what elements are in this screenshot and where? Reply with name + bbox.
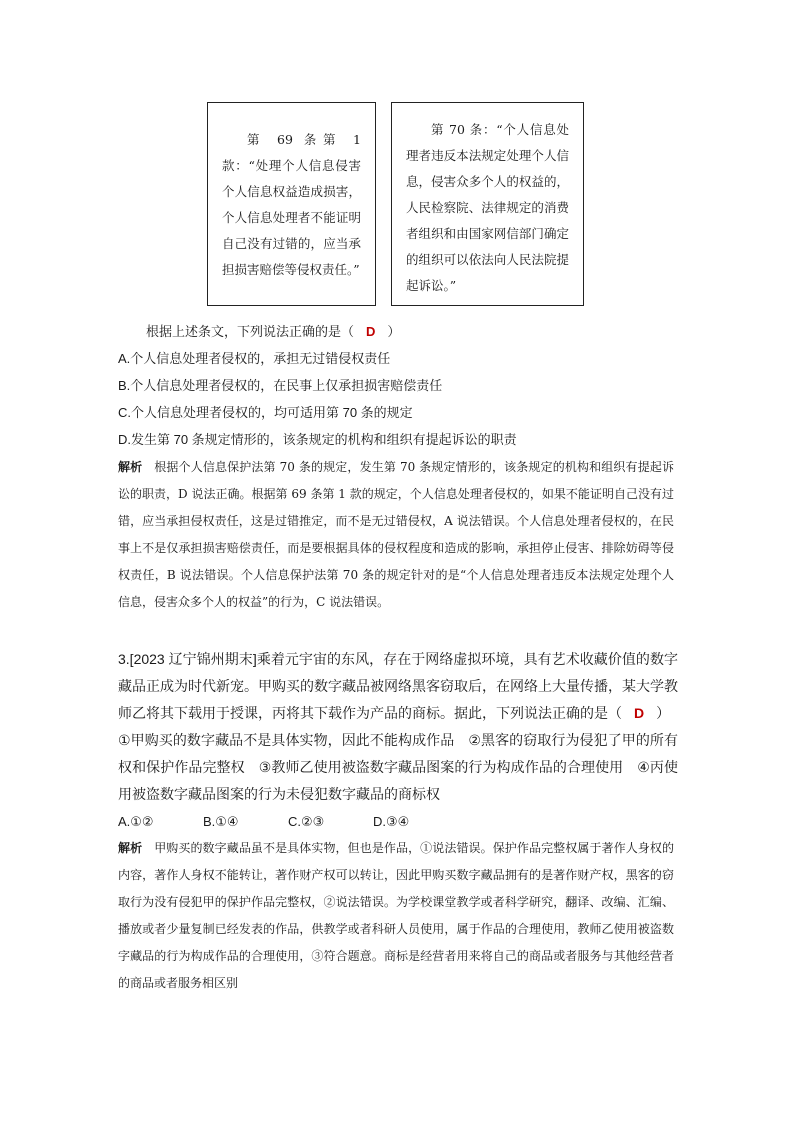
question-2-stem: 根据上述条文，下列说法正确的是（ D ） [146,324,401,339]
answer-letter: D [634,705,645,721]
question-3-statements: ①甲购买的数字藏品不是具体实物，因此不能构成作品 ②黑客的窃取行为侵犯了甲的所有权和保护作品完整权 ③教师乙使用被盗数字藏品图案的行为构成作品的合理使用 ④丙使用被盗数字藏品图案的行为未侵犯数字藏品的商标权 [118,732,678,802]
explanation-label: 解析 [118,841,143,855]
option-b: B.①④ [203,814,239,829]
option-b: B.个人信息处理者侵权的，在民事上仅承担损害赔偿责任 [118,378,443,393]
question-3-stem: 3.[2023 辽宁锦州期末]乘着元宇宙的东风，存在于网络虚拟环境，具有艺术收藏价值的数字藏品正成为时代新宠。甲购买的数字藏品被网络黑客窃取后，在网络上大量传播，某大学教师乙将其下载用于授课，丙将其下载作为产品的商标。据此，下列说法正确的是（ D ） [118,651,678,721]
explanation-label: 解析 [118,460,143,474]
article-69-text: 第 69 条第 1 款：“处理个人信息侵害个人信息权益造成损害，个人信息处理者不能证明自己没有过错的，应当承担损害赔偿等侵权责任。” [222,132,361,277]
question-2-explanation: 解析 根据个人信息保护法第 70 条的规定，发生第 70 条规定情形的，该条规定的机构和组织有提起诉讼的职责，D 说法正确。根据第 69 条第 1 款的规定，个人信息处理者侵权的，如果不能证明自己没有过错，应当承担侵权责任，这是过错推定，而不是无过错侵权，A 说法错误。个人信息处理者侵权的，在民事上不是仅承担损害赔偿责任，而是要根据具体的侵权程度和造成的影响，承担停止侵害、排除妨碍等侵权责任，B 说法错误。个人信息保护法第 70 条的规定针对的是“个人信息处理者违反本法规定处理个人信息，侵害众多个人的权益”的行为，C 说法错误。 [118,460,674,609]
article-70-text: 第 70 条：“个人信息处理者违反本法规定处理个人信息，侵害众多个人的权益的，人民检察院、法律规定的消费者组织和由国家网信部门确定的组织可以依法向人民法院提起诉讼。” [406,122,569,293]
question-3-options [118,808,458,835]
question-3-explanation: 解析 甲购买的数字藏品虽不是具体实物，但也是作品，①说法错误。保护作品完整权属于著作人身权的内容，著作人身权不能转让，著作财产权可以转让，因此甲购买数字藏品拥有的是著作财产权，黑客的窃取行为没有侵犯甲的保护作品完整权，②说法错误。为学校课堂教学或者科学研究，翻译、改编、汇编、播放或者少量复制已经发表的作品，供教学或者科研人员使用，属于作品的合理使用，教师乙使用被盗数字藏品的行为构成作品的合理使用，③符合题意。商标是经营者用来将自己的商品或者服务与其他经营者的商品或者服务相区别 [118,841,674,990]
article-69-box [207,102,376,306]
answer-letter: D [366,324,376,339]
option-a: A.个人信息处理者侵权的，承担无过错侵权责任 [118,351,391,366]
option-d: D.③④ [373,814,410,829]
option-d: D.发生第 70 条规定情形的，该条规定的机构和组织有提起诉讼的职责 [118,432,517,447]
article-70-box [391,102,584,306]
option-c: C.②③ [288,814,325,829]
option-c: C.个人信息处理者侵权的，均可适用第 70 条的规定 [118,405,413,420]
option-a: A.①② [118,814,154,829]
